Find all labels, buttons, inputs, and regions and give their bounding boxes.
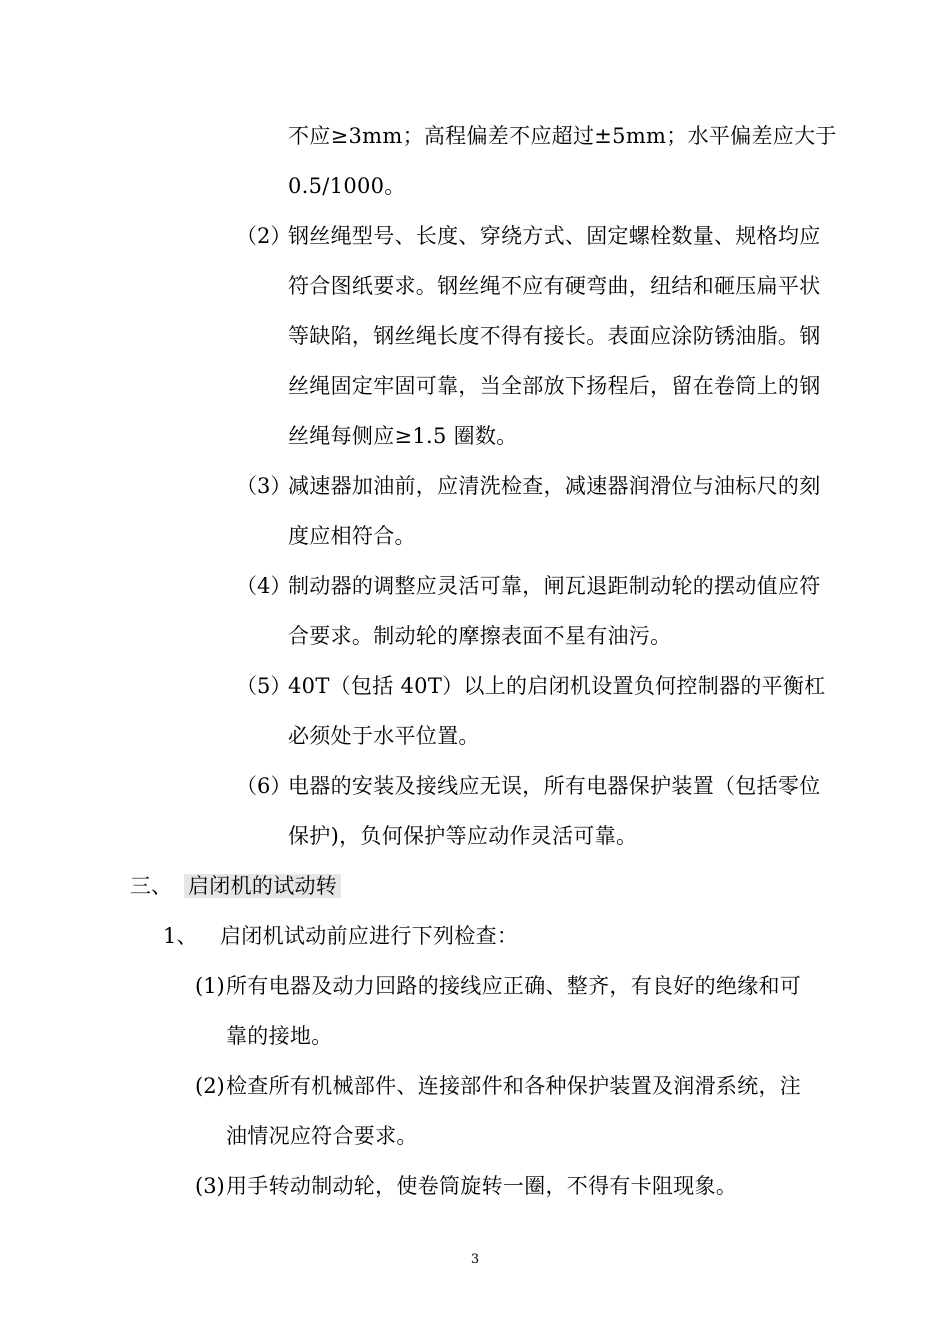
paragraph-line: 用手转动制动轮，使卷筒旋转一圈，不得有卡阻现象。	[226, 1174, 738, 1198]
paragraph-line: 丝绳固定牢固可靠，当全部放下扬程后，留在卷筒上的钢	[288, 374, 821, 398]
item-number: (2)	[195, 1074, 225, 1098]
paragraph-line: 检查所有机械部件、连接部件和各种保护装置及润滑系统，注	[226, 1074, 802, 1098]
paragraph-line: 电器的安装及接线应无误，所有电器保护装置（包括零位	[288, 774, 821, 798]
section-title: 启闭机的试动转	[184, 874, 341, 898]
paragraph-line: 度应相符合。	[288, 524, 416, 548]
paragraph-line: 40T（包括 40T）以上的启闭机设置负何控制器的平衡杠	[288, 674, 826, 698]
item-number: (3)	[195, 1174, 225, 1198]
subsection-title: 启闭机试动前应进行下列检查：	[220, 924, 519, 948]
item-number: （4）	[236, 574, 292, 598]
item-number: （6）	[236, 774, 292, 798]
paragraph-line: 靠的接地。	[226, 1024, 333, 1048]
paragraph-line: 保护)，负何保护等应动作灵活可靠。	[288, 824, 638, 848]
paragraph-line: 符合图纸要求。钢丝绳不应有硬弯曲，纽结和砸压扁平状	[288, 274, 821, 298]
section-number: 三、	[130, 874, 172, 898]
subsection-number: 1、	[163, 924, 198, 948]
section-heading	[184, 872, 341, 900]
paragraph-line: 丝绳每侧应≥1.5 圈数。	[288, 424, 518, 448]
paragraph-line: 等缺陷，钢丝绳长度不得有接长。表面应涂防锈油脂。钢	[288, 324, 821, 348]
item-number: （5）	[236, 674, 292, 698]
item-number: (1)	[195, 974, 225, 998]
paragraph-line: 0.5/1000。	[288, 174, 406, 198]
page-number: 3	[470, 1252, 480, 1267]
paragraph-line: 制动器的调整应灵活可靠，闸瓦退距制动轮的摆动值应符	[288, 574, 821, 598]
item-number: （2）	[236, 224, 292, 248]
item-number: （3）	[236, 474, 292, 498]
paragraph-line: 不应≥3mm；高程偏差不应超过±5mm；水平偏差应大于	[288, 124, 837, 148]
paragraph-line: 所有电器及动力回路的接线应正确、整齐，有良好的绝缘和可	[226, 974, 802, 998]
paragraph-line: 必须处于水平位置。	[288, 724, 480, 748]
paragraph-line: 油情况应符合要求。	[226, 1124, 418, 1148]
paragraph-line: 合要求。制动轮的摩擦表面不星有油污。	[288, 624, 672, 648]
paragraph-line: 减速器加油前，应清洗检查，减速器润滑位与油标尺的刻	[288, 474, 821, 498]
paragraph-line: 钢丝绳型号、长度、穿绕方式、固定螺栓数量、规格均应	[288, 224, 821, 248]
